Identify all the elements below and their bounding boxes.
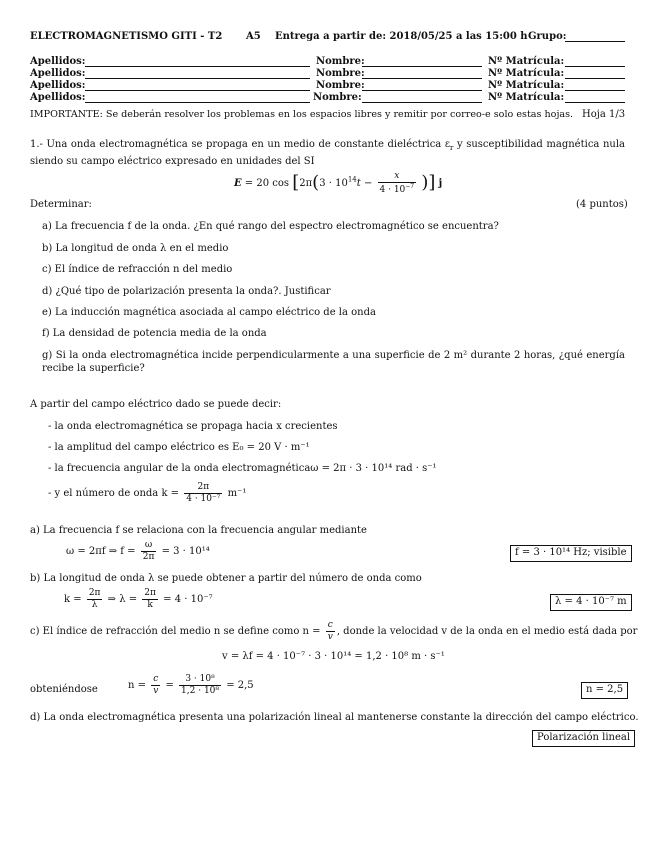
nombre-label: Nombre: (316, 68, 365, 79)
answer-b-text: b) La longitud de onda λ se puede obtener a partir del número de onda como (30, 573, 422, 584)
nombre-label: Nombre: (316, 56, 365, 67)
field-equation: E = 20 $\cos [2\pi(3 \cdot 10^{14}t$ − $\frac{x}{4 \cdot 10^{-7}}$ )] j (234, 171, 443, 195)
answer-a-equation: ω = 2πf ⇒ f = $\frac{\omega}{2\pi}$ = 3 · 10¹⁴ (66, 540, 210, 562)
question-item: e) La inducción magnética asociada al campo eléctrico de la onda (42, 307, 376, 318)
solution-bullet: - y el número de onda k = $\frac{2\pi}{\text{4 · 10⁻⁷}}$ m⁻¹ (48, 482, 247, 504)
apellidos-field-line (85, 66, 310, 67)
group-field-line (565, 41, 625, 42)
matricula-label: Nº Matrícula: (488, 92, 565, 103)
question-item: g) Si la onda electromagnética incide perpendicularmente a una superficie de 2 m² durante 2 horas, ¿qué energía recibe la superficie? (42, 350, 625, 374)
delivery-date: Entrega a partir de: 2018/05/25 a las 15:00 h (275, 31, 528, 42)
answer-c-equation: n = $\frac{c}{v}$ = $\frac{\text{3 · 10⁸}}{\text{1,2 · 10⁸}}$ = 2,5 (128, 674, 254, 696)
points-label: (4 puntos) (576, 199, 628, 210)
group-code: A5 (246, 31, 261, 42)
nombre-label: Nombre: (313, 92, 362, 103)
exam-title: ELECTROMAGNETISMO GITI - T2 (30, 31, 223, 42)
question-item: b) La longitud de onda λ en el medio (42, 243, 229, 254)
matricula-field-line (565, 66, 625, 67)
solution-bullet: - la frecuencia angular de la onda electromagnéticaω = 2π · 3 · 10¹⁴ rad · s⁻¹ (48, 463, 437, 474)
problem-intro: 1.- Una onda electromagnética se propaga en un medio de constante dieléctrica $\varepsilon_r$ y susceptibilidad magnética nula siendo su campo eléctrico expresado en unidades del SI (30, 139, 625, 167)
apellidos-label: Apellidos: (30, 68, 86, 79)
nombre-label: Nombre: (316, 80, 365, 91)
matricula-field-line (565, 102, 625, 103)
answer-c-text: c) El índice de refracción del medio n se define como n = $\frac{c}{v}$ , donde la velocidad v de la onda en el medio está dada por (30, 620, 638, 642)
apellidos-label: Apellidos: (30, 92, 86, 103)
matricula-label: Nº Matrícula: (488, 68, 565, 79)
matricula-label: Nº Matrícula: (488, 80, 565, 91)
apellidos-field-line (85, 78, 310, 79)
answer-d-result-box: Polarización lineal (532, 730, 635, 747)
question-item: f) La densidad de potencia media de la onda (42, 328, 267, 339)
answer-d-text: d) La onda electromagnética presenta una polarización lineal al mantenerse constante la dirección del campo eléctrico. (30, 712, 639, 723)
solution-intro: A partir del campo eléctrico dado se puede decir: (30, 399, 282, 410)
question-item: a) La frecuencia f de la onda. ¿En qué rango del espectro electromagnético se encuentra? (42, 221, 499, 232)
question-item: c) El índice de refracción n del medio (42, 264, 233, 275)
nombre-field-line (362, 78, 482, 79)
important-notice: IMPORTANTE: Se deberán resolver los problemas en los espacios libres y remitir por correo-e solo estas hojas. (30, 109, 574, 120)
apellidos-field-line (85, 90, 310, 91)
answer-a-result-box: f = 3 · 10¹⁴ Hz; visible (510, 545, 632, 562)
answer-a-text: a) La frecuencia f se relaciona con la frecuencia angular mediante (30, 525, 367, 536)
question-item: d) ¿Qué tipo de polarización presenta la onda?. Justificar (42, 286, 331, 297)
group-label: Grupo: (528, 31, 567, 42)
sheet-number: Hoja 1/3 (582, 109, 626, 120)
nombre-field-line (362, 90, 482, 91)
nombre-field-line (362, 102, 482, 103)
answer-b-result-box: λ = 4 · 10⁻⁷ m (550, 594, 632, 611)
answer-c-velocity: v = λf = 4 · 10⁻⁷ · 3 · 10¹⁴ = 1,2 · 10⁸ m · s⁻¹ (222, 651, 445, 662)
nombre-field-line (362, 66, 482, 67)
answer-b-equation: k = $\frac{2\pi}{\lambda}$ ⇒ λ = $\frac{2\pi}{k}$ = 4 · 10⁻⁷ (64, 588, 213, 610)
answer-c-result-box: n = 2,5 (581, 682, 628, 699)
matricula-field-line (565, 78, 625, 79)
apellidos-label: Apellidos: (30, 80, 86, 91)
solution-bullet: - la amplitud del campo eléctrico es E₀ = 20 V · m⁻¹ (48, 442, 310, 453)
apellidos-label: Apellidos: (30, 56, 86, 67)
matricula-label: Nº Matrícula: (488, 56, 565, 67)
matricula-field-line (565, 90, 625, 91)
answer-c-obtaining: obteniéndose (30, 684, 98, 695)
determine-label: Determinar: (30, 199, 92, 210)
apellidos-field-line (85, 102, 310, 103)
solution-bullet: - la onda electromagnética se propaga hacia x crecientes (48, 421, 338, 432)
